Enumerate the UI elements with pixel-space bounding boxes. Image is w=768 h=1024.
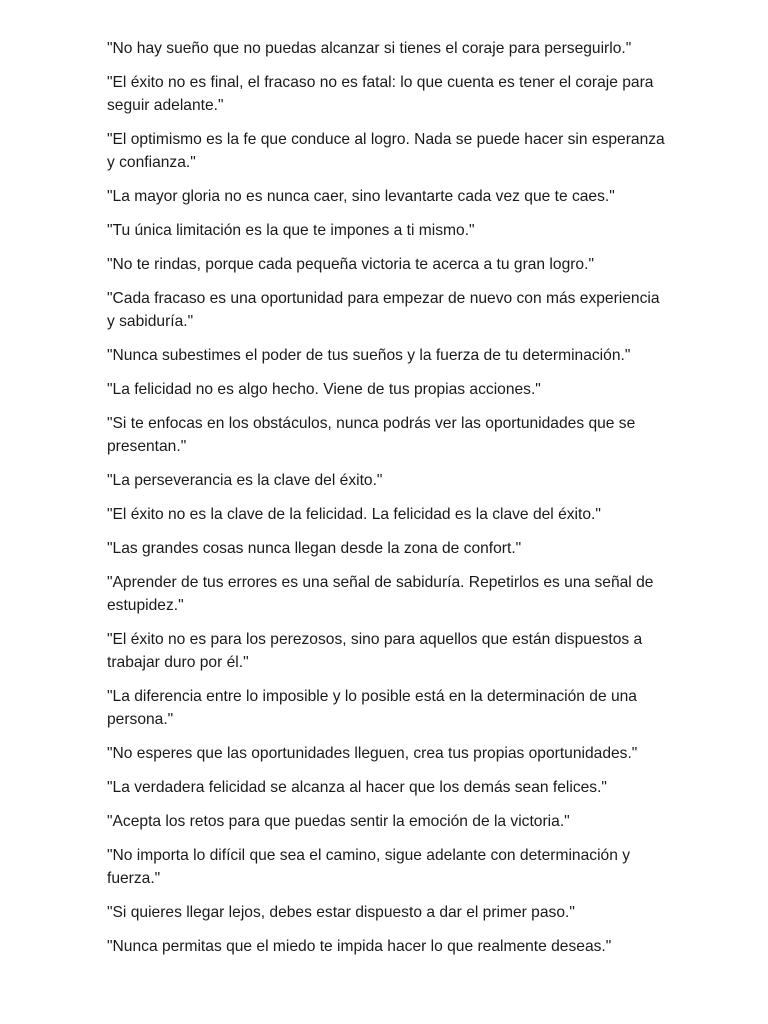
quote-paragraph: "No importa lo difícil que sea el camino, sigue adelante con determinación y fuerza."	[107, 847, 631, 887]
quote-paragraph: "Tu única limitación es la que te impones a ti mismo."	[107, 222, 475, 239]
quote-paragraph: "La diferencia entre lo imposible y lo posible está en la determinación de una persona."	[107, 688, 637, 728]
quote-paragraph: "Cada fracaso es una oportunidad para empezar de nuevo con más experiencia y sabiduría."	[107, 290, 660, 330]
quote-paragraph: "El éxito no es la clave de la felicidad. La felicidad es la clave del éxito."	[107, 506, 601, 523]
quote-paragraph: "No hay sueño que no puedas alcanzar si tienes el coraje para perseguirlo."	[107, 40, 632, 57]
quote-paragraph: "El éxito no es final, el fracaso no es fatal: lo que cuenta es tener el coraje para seguir adelante."	[107, 74, 654, 114]
quote-paragraph: "El optimismo es la fe que conduce al logro. Nada se puede hacer sin esperanza y confianza."	[107, 131, 665, 171]
quote-paragraph: "Aprender de tus errores es una señal de sabiduría. Repetirlos es una señal de estupidez."	[107, 574, 654, 614]
quote-paragraph: "No esperes que las oportunidades lleguen, crea tus propias oportunidades."	[107, 745, 638, 762]
quote-paragraph: "Las grandes cosas nunca llegan desde la zona de confort."	[107, 540, 522, 557]
quote-paragraph: "La verdadera felicidad se alcanza al hacer que los demás sean felices."	[107, 779, 607, 796]
quote-paragraph: "La mayor gloria no es nunca caer, sino levantarte cada vez que te caes."	[107, 188, 615, 205]
quote-paragraph: "No te rindas, porque cada pequeña victoria te acerca a tu gran logro."	[107, 256, 594, 273]
quote-paragraph: "Acepta los retos para que puedas sentir la emoción de la victoria."	[107, 813, 570, 830]
quote-paragraph: "Nunca permitas que el miedo te impida hacer lo que realmente deseas."	[107, 938, 612, 955]
quote-paragraph: "El éxito no es para los perezosos, sino para aquellos que están dispuestos a trabajar duro por él."	[107, 631, 643, 671]
quote-paragraph: "Si quieres llegar lejos, debes estar dispuesto a dar el primer paso."	[107, 904, 575, 921]
quote-list	[107, 37, 668, 958]
quote-paragraph: "Nunca subestimes el poder de tus sueños y la fuerza de tu determinación."	[107, 347, 631, 364]
quote-paragraph: "Si te enfocas en los obstáculos, nunca podrás ver las oportunidades que se presentan."	[107, 415, 636, 455]
quote-paragraph: "La perseverancia es la clave del éxito."	[107, 472, 383, 489]
quote-paragraph: "La felicidad no es algo hecho. Viene de tus propias acciones."	[107, 381, 541, 398]
